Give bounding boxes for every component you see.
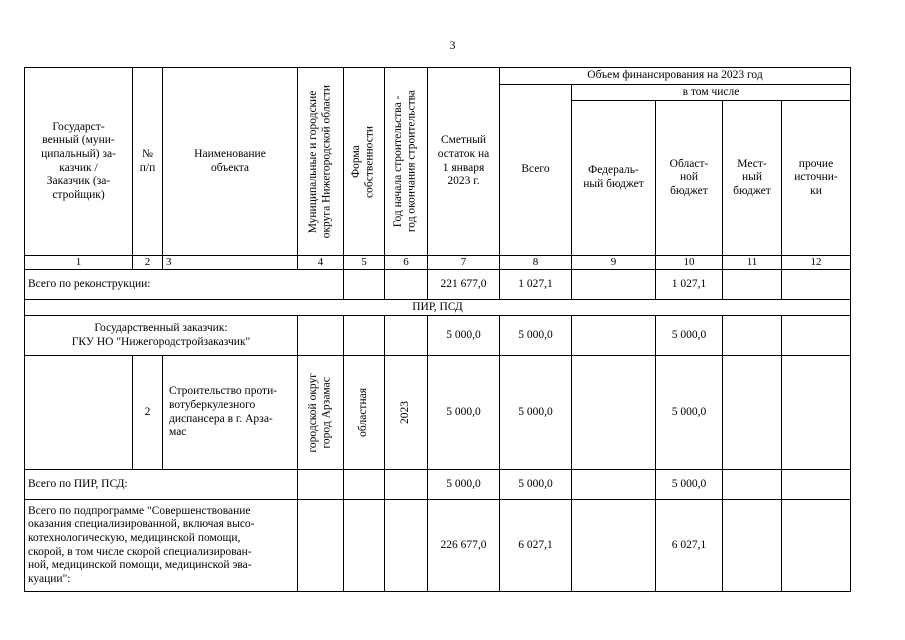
regional-cell: 5 000,0 — [656, 356, 723, 470]
header-municipalities: Муниципальные и городские округа Нижегородской области — [298, 68, 344, 256]
header-local: Мест- ный бюджет — [723, 101, 782, 256]
regional-cell: 6 027,1 — [656, 500, 723, 592]
section-header-row — [25, 300, 851, 316]
header-federal: Федераль- ный бюджет — [572, 101, 656, 256]
balance-cell: 5 000,0 — [428, 470, 500, 500]
col-number: 7 — [428, 256, 500, 270]
header-funding: Объем финансирования на 2023 год — [500, 68, 851, 85]
total-cell: 1 027,1 — [500, 270, 572, 300]
row-label: Всего по реконструкции: — [25, 270, 344, 300]
subprogram-total-row — [25, 500, 851, 592]
col-number: 6 — [385, 256, 428, 270]
row-label: Всего по подпрограмме "Совершенствование оказания специализированной, включая высо- котехнологическую, медицинской помощи, скорой, в том числе скорой специализирован- ной, медицинской помощи, медицинской эва- куации": — [25, 500, 298, 592]
total-cell: 5 000,0 — [500, 470, 572, 500]
header-ownership: Форма собственности — [344, 68, 385, 256]
customer-row — [25, 316, 851, 356]
object-municipality: городской округ город Арзамас — [298, 356, 344, 470]
total-cell: 5 000,0 — [500, 356, 572, 470]
row-label: Всего по ПИР, ПСД: — [25, 470, 298, 500]
balance-cell: 5 000,0 — [428, 316, 500, 356]
balance-cell: 221 677,0 — [428, 270, 500, 300]
balance-cell: 226 677,0 — [428, 500, 500, 592]
object-no: 2 — [133, 356, 163, 470]
col-number: 12 — [782, 256, 851, 270]
object-name: Строительство проти- вотуберкулезного диспансера в г. Арза- мас — [163, 356, 298, 470]
col-number: 9 — [572, 256, 656, 270]
object-row — [25, 356, 851, 470]
regional-cell: 5 000,0 — [656, 470, 723, 500]
page-number: 3 — [449, 38, 456, 52]
col-number: 3 — [163, 256, 298, 270]
header-other: прочие источни- ки — [782, 101, 851, 256]
financing-table — [24, 67, 851, 592]
regional-cell: 5 000,0 — [656, 316, 723, 356]
col-number: 5 — [344, 256, 385, 270]
column-numbers-row — [25, 256, 851, 270]
header-balance: Сметный остаток на 1 января 2023 г. — [428, 68, 500, 256]
header-including: в том числе — [572, 85, 851, 101]
customer-label: Государственный заказчик: ГКУ НО "Нижегородстройзаказчик" — [25, 316, 298, 356]
header-total: Всего — [500, 85, 572, 256]
header-no: № п/п — [133, 68, 163, 256]
pir-total-row — [25, 470, 851, 500]
col-number: 4 — [298, 256, 344, 270]
section-title: ПИР, ПСД — [25, 300, 851, 316]
header-years: Год начала строительства - год окончания строительства — [385, 68, 428, 256]
total-cell: 6 027,1 — [500, 500, 572, 592]
total-cell: 5 000,0 — [500, 316, 572, 356]
col-number: 2 — [133, 256, 163, 270]
header-object-name: Наименование объекта — [163, 68, 298, 256]
header-regional: Област- ной бюджет — [656, 101, 723, 256]
object-years: 2023 — [385, 356, 428, 470]
col-number: 10 — [656, 256, 723, 270]
regional-cell: 1 027,1 — [656, 270, 723, 300]
object-ownership: областная — [344, 356, 385, 470]
col-number: 8 — [500, 256, 572, 270]
col-number: 11 — [723, 256, 782, 270]
reconstruction-total-row — [25, 270, 851, 300]
col-number: 1 — [25, 256, 133, 270]
header-customer: Государст- венный (муни- ципальный) за- казчик / Заказчик (за- стройщик) — [25, 68, 133, 256]
balance-cell: 5 000,0 — [428, 356, 500, 470]
